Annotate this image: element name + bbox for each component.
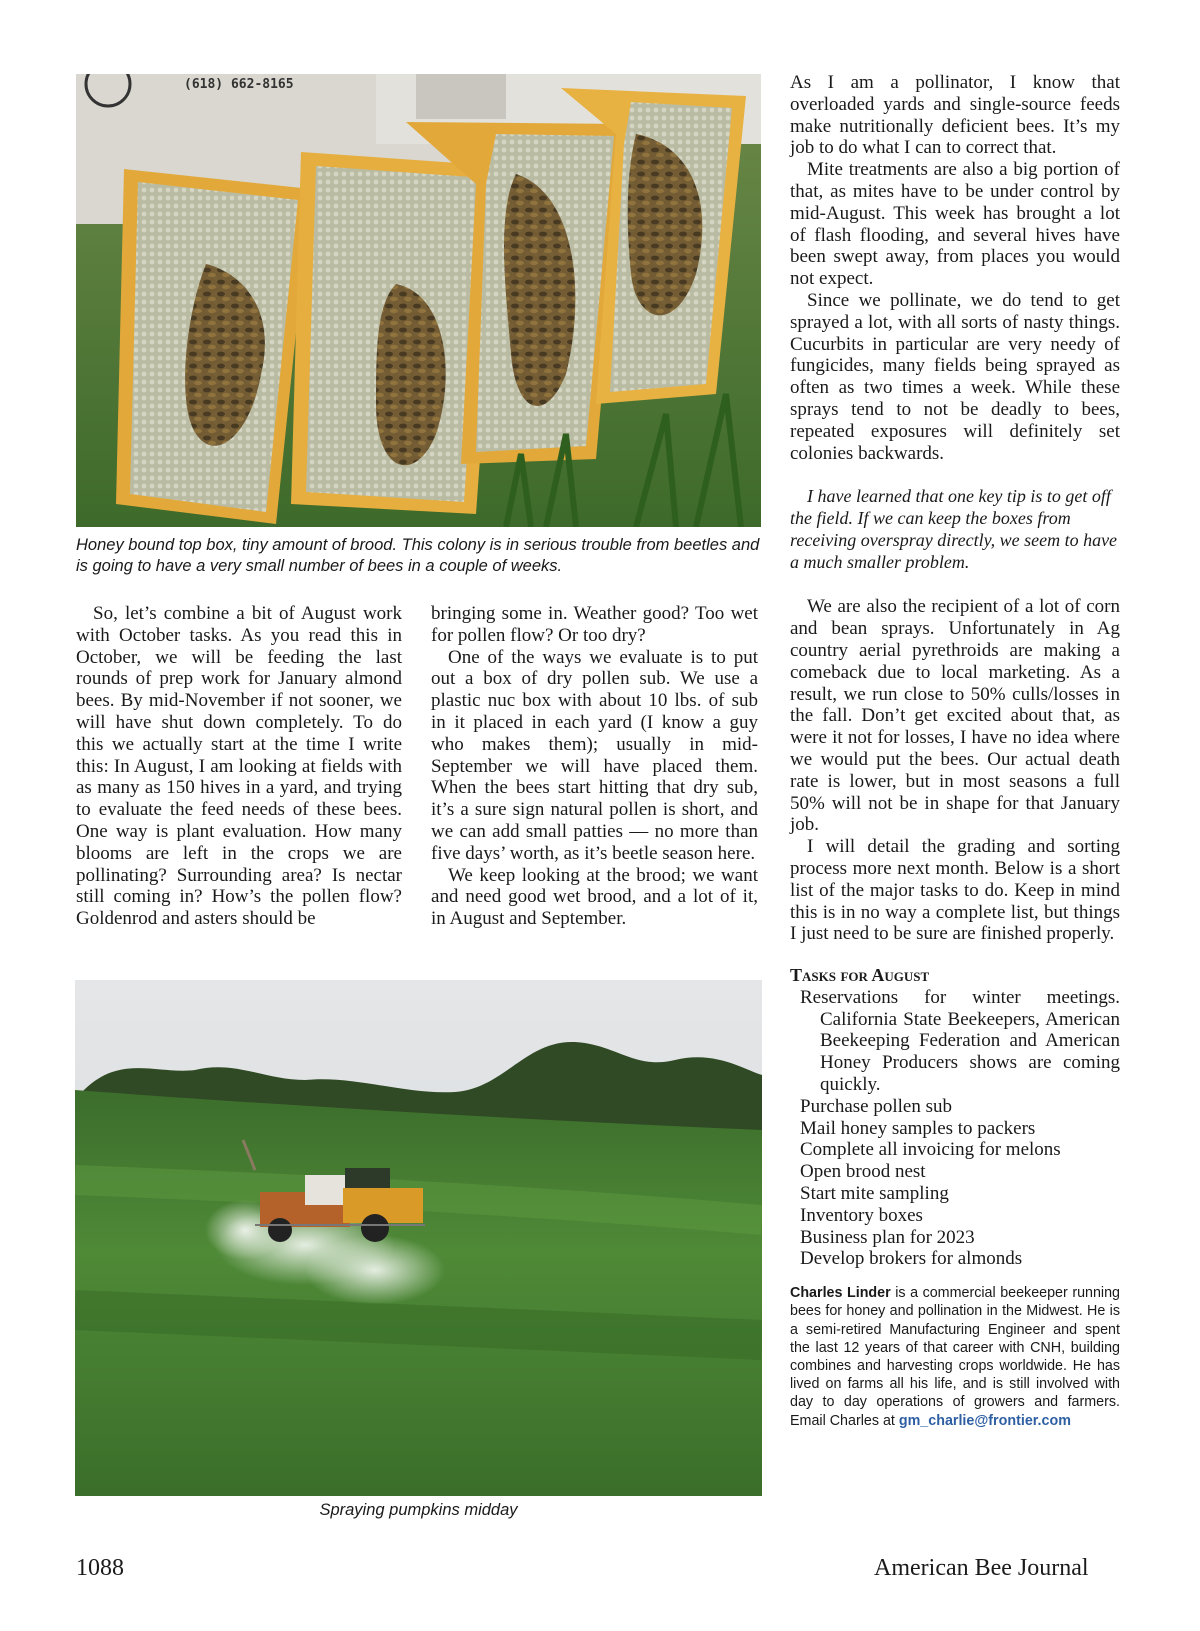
paragraph: I will detail the grading and sorting process more next month. Below is a short list of the major tasks to do. Keep in mind this is in no way a complete list, but things I just need to be sure are finished properly. [790, 836, 1120, 945]
photo-sprayer-field [75, 980, 762, 1496]
hive-box-phone-label [184, 77, 294, 92]
list-item: Develop brokers for almonds [800, 1248, 1023, 1270]
list-item: Open brood nest [800, 1161, 926, 1183]
author-email-link[interactable]: gm_charlie@frontier.com [898, 1412, 1071, 1429]
list-item: Reservations for winter meetings. California State Beekeepers, American Beekeeping Federation and American Honey Producers shows are coming quickly. [800, 986, 1120, 1096]
photo-caption-sprayer: Spraying pumpkins midday [319, 1501, 518, 1519]
article-column-3 [790, 72, 1120, 1430]
article-column-2 [431, 603, 758, 930]
list-item: Inventory boxes [800, 1204, 923, 1226]
list-item: Purchase pollen sub [800, 1095, 952, 1117]
paragraph: We are also the recipient of a lot of corn and bean sprays. Unfortunately in Ag country aerial pyrethroids are making a comeback due to local marketing. As a result, we run close to 50% culls/losses in the fall. Don’t get excited about that, as were it not for losses, I have no idea where we would put the bees. Our actual death rate is lower, but in most seasons a full 50% will not be in shape for that January job. [790, 596, 1120, 836]
paragraph: bringing some in. Weather good? Too wet for pollen flow? Or too dry? [431, 603, 758, 646]
list-item: Start mite sampling [800, 1183, 949, 1205]
paragraph: One of the ways we evaluate is to put out a box of dry pollen sub. We use a plastic nuc box with about 10 lbs. of sub in it placed in each yard (I know a guy who makes them); usually in mid-September we will have placed them. When the bees start hitting that dry sub, it’s a sure sign natural pollen is short, and we can add small patties — no more than five days’ worth, as it’s beetle season here. [431, 646, 758, 864]
publication-name: American Bee Journal [874, 1555, 1089, 1581]
author-bio [790, 1284, 1120, 1430]
list-item: Business plan for 2023 [800, 1226, 975, 1248]
paragraph: Mite treatments are also a big portion of that, as mites have to be under control by mid-August. This week has brought a lot of flash flooding, and several hives have been swept away, from places you would not expect. [790, 159, 1120, 290]
article-column-1 [76, 603, 402, 930]
list-item: Complete all invoicing for melons [800, 1139, 1061, 1161]
paragraph: We keep looking at the brood; we want and need good wet brood, and a lot of it, in August and September. [431, 864, 758, 930]
paragraph: So, let’s combine a bit of August work with October tasks. As you read this in October, we will be feeding the last rounds of prep work for January almond bees. By mid-November if not sooner, we will have shut down completely. To do this we actually start at the time I write this: In August, I am looking at fields with as many as 150 hives in a yard, and trying to evaluate the feed needs of these bees. One way is plant evaluation. How many blooms are left in the crops we are pollinating? Surrounding area? Is nectar still coming in? How’s the pollen flow? Goldenrod and asters should be [76, 603, 402, 930]
list-item: Mail honey samples to packers [800, 1117, 1036, 1139]
paragraph: As I am a pollinator, I know that overloaded yards and single-source feeds make nutritionally deficient bees. It’s my job to do what I can to correct that. [790, 72, 1120, 159]
photo-caption-honey-frames: Honey bound top box, tiny amount of brood. This colony is in serious trouble from beetles and is going to have a very small number of bees in a couple of weeks. [76, 536, 760, 575]
author-bio-text: is a commercial beekeeper running bees for honey and pollination in the Midwest. He is a semi-retired Manufacturing Engineer and spent the last 12 years of that career with CNH, building combines and harvesting crops worldwide. He has lived on farms all his life, and is still involved with day to day operations of growers and farmers. Email Charles at [790, 1285, 1121, 1429]
page-number: 1088 [76, 1555, 124, 1581]
tasks-heading: Tasks for August [790, 965, 930, 986]
paragraph: Since we pollinate, we do tend to get sprayed a lot, with all sorts of nasty things. Cucurbits in particular are very needy of fungicides, many fields being sprayed as often as two times a week. While these sprays tend to not be deadly to bees, repeated exposures will definitely set colonies backwards. [790, 289, 1120, 464]
author-name: Charles Linder [790, 1285, 891, 1302]
pull-quote: I have learned that one key tip is to get off the field. If we can keep the boxes from receiving overspray directly, we seem to have a much smaller problem. [790, 486, 1118, 573]
photo-honey-frames [76, 74, 761, 527]
svg-text:(618) 662-8165: (618) 662-8165 [184, 77, 294, 92]
tasks-list [790, 987, 1120, 1270]
